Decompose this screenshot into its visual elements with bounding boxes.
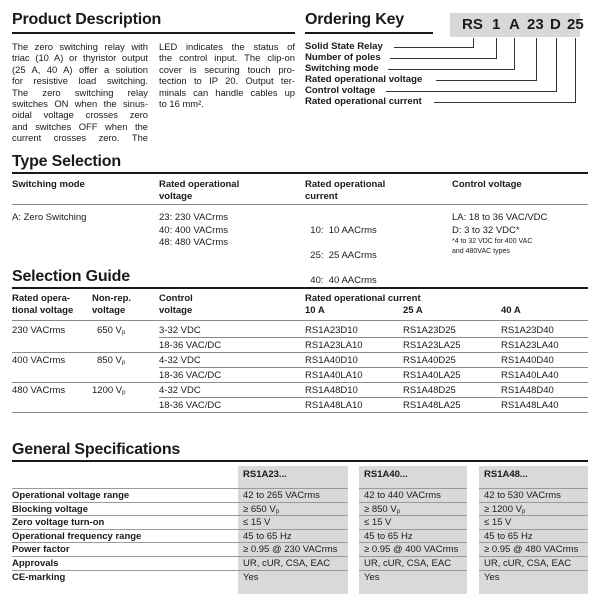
description-line: oidal voltage crosses zero <box>12 109 148 121</box>
code-part-control: D <box>550 16 561 33</box>
spec-value: 42 to 265 VACrms <box>243 490 320 501</box>
description-line: LED indicates the status of <box>159 41 295 52</box>
switching-mode-value: A: Zero Switching <box>12 212 87 223</box>
current-options: 10: 10 AACrms 25: 25 AACrms 40: 40 AACrms <box>310 224 377 286</box>
sg-cell-control: 3-32 VDC <box>159 325 201 336</box>
sg-cell-control: 4-32 VDC <box>159 355 201 366</box>
th-control: Control voltage <box>452 179 522 190</box>
sg-th-nonrep: Non-rep. voltage <box>92 293 132 316</box>
spec-label: Operational voltage range <box>12 490 130 501</box>
sg-nonrep-voltage: 850 $V_p$ <box>97 355 126 366</box>
description-line: tection to IP 20. Output ter- <box>159 75 295 87</box>
spec-value: 45 to 65 Hz <box>243 530 292 542</box>
sg-nonrep-voltage: 1200 $V_p$ <box>92 385 126 396</box>
product-description-title: Product Description <box>12 11 162 28</box>
sg-cell-a10: RS1A40LA10 <box>305 370 363 381</box>
spec-label: Zero voltage turn-on <box>12 517 105 529</box>
sg-cell-a40: RS1A48LA40 <box>501 400 559 411</box>
spec-value: Yes <box>243 571 259 583</box>
description-col-2 <box>159 41 295 109</box>
ordering-key-title: Ordering Key <box>305 11 404 28</box>
spec-row-divider <box>12 529 588 530</box>
sg-th-40a: 40 A <box>501 305 521 316</box>
sg-th-rated: Rated opera- tional voltage <box>12 293 74 316</box>
spec-row-divider <box>12 570 588 571</box>
description-line: to 16 mm². <box>159 98 204 110</box>
title-rule <box>12 32 295 34</box>
description-line: (25 A, 40 A) offer a solution <box>12 63 148 75</box>
sg-th-25a: 25 A <box>403 305 423 316</box>
spec-value: ≤ 15 V <box>484 517 512 529</box>
spec-value: ≥ 850 $V_p$ <box>364 503 401 515</box>
th-switching-mode: Switching mode <box>12 179 85 190</box>
sg-rated-voltage: 230 VACrms <box>12 325 66 336</box>
spec-column-gap <box>348 466 359 596</box>
code-part-current: 25 <box>567 16 584 33</box>
spec-value: UR, cUR, CSA, EAC <box>243 558 331 569</box>
key-label-ssr: Solid State Relay <box>305 41 383 52</box>
description-line: for resistive load switching. <box>12 75 148 87</box>
sg-cell-control: 18-36 VAC/DC <box>159 340 222 351</box>
key-label-current: Rated operational current <box>305 96 422 107</box>
general-specs-title: General Specifications <box>12 441 181 458</box>
code-part-poles: 1 <box>492 16 501 33</box>
spec-value: ≤ 15 V <box>243 517 271 529</box>
th-current: Rated operational current <box>305 179 386 202</box>
sg-cell-a25: RS1A23D25 <box>403 325 456 336</box>
spec-row-divider <box>12 515 588 516</box>
spec-value: ≥ 1200 $V_p$ <box>484 503 526 515</box>
spec-value: 45 to 65 Hz <box>364 530 413 542</box>
spec-value: UR, cUR, CSA, EAC <box>364 558 452 569</box>
spec-value: ≥ 0.95 @ 480 VACrms <box>484 544 579 556</box>
spec-label: Power factor <box>12 544 70 556</box>
description-line: triac (10 A) or thyristor output <box>12 52 148 64</box>
description-line: cover is securing touch pro- <box>159 63 295 75</box>
sg-row-divider <box>12 352 588 353</box>
key-label-control: Control voltage <box>305 85 376 96</box>
ordering-key-rule <box>305 32 433 34</box>
sg-row-divider <box>159 337 588 338</box>
spec-value: ≤ 15 V <box>364 517 392 529</box>
key-label-mode: Switching mode <box>305 63 379 74</box>
sg-row-divider <box>159 367 588 368</box>
sg-cell-control: 18-36 VAC/DC <box>159 370 222 381</box>
spec-value: UR, cUR, CSA, EAC <box>484 558 572 569</box>
description-line: and switches OFF when the <box>12 120 148 132</box>
spec-value: ≥ 0.95 @ 400 VACrms <box>364 544 459 556</box>
sg-cell-a10: RS1A48D10 <box>305 385 358 396</box>
sg-cell-a25: RS1A40LA25 <box>403 370 461 381</box>
general-specs-rule <box>12 460 588 462</box>
key-label-poles: Number of poles <box>305 52 381 63</box>
sg-cell-a25: RS1A48D25 <box>403 385 456 396</box>
voltage-options: 23: 230 VACrms 40: 400 VACrms 48: 480 VACrms <box>159 212 228 248</box>
key-label-voltage: Rated operational voltage <box>305 74 423 85</box>
sg-cell-a40: RS1A23D40 <box>501 325 554 336</box>
spec-value: 45 to 65 Hz <box>484 530 533 542</box>
control-footnote: *4 to 32 VDC for 400 VAC and 480VAC types <box>452 238 533 255</box>
sg-cell-a40: RS1A40LA40 <box>501 370 559 381</box>
spec-row-divider <box>12 488 588 489</box>
spec-row-divider <box>12 502 588 503</box>
spec-col-head-2: RS1A40... <box>364 469 408 480</box>
spec-value: Yes <box>484 571 500 583</box>
code-part-mode: A <box>509 16 520 33</box>
spec-value: Yes <box>364 571 380 583</box>
sg-rated-voltage: 480 VACrms <box>12 385 66 396</box>
spec-row-divider <box>12 556 588 557</box>
sg-cell-a10: RS1A40D10 <box>305 355 358 366</box>
spec-value: ≥ 0.95 @ 230 VACrms <box>243 544 338 556</box>
th-voltage: Rated operational voltage <box>159 179 240 202</box>
spec-col-head-1: RS1A23... <box>243 469 287 480</box>
sg-rated-voltage: 400 VACrms <box>12 355 66 366</box>
sg-cell-a10: RS1A23LA10 <box>305 340 363 351</box>
sg-cell-a25: RS1A48LA25 <box>403 400 461 411</box>
spec-label: Approvals <box>12 558 59 569</box>
description-col-1 <box>12 41 148 144</box>
type-selection-title: Type Selection <box>12 153 121 170</box>
sg-row-divider <box>159 397 588 398</box>
spec-label: Operational frequency range <box>12 530 142 542</box>
spec-col-head-3: RS1A48... <box>484 469 528 480</box>
description-line: current crosses zero. The <box>12 132 148 144</box>
type-selection-rule <box>12 172 588 174</box>
code-part-rs: RS <box>462 16 483 33</box>
description-line: switches ON when the sinus- <box>12 98 148 110</box>
sg-row-divider <box>12 382 588 383</box>
sg-cell-a40: RS1A40D40 <box>501 355 554 366</box>
sg-cell-a10: RS1A48LA10 <box>305 400 363 411</box>
control-options: LA: 18 to 36 VAC/VDC D: 3 to 32 VDC* <box>452 212 548 236</box>
description-line: The zero switching relay with <box>12 41 148 52</box>
sg-cell-a40: RS1A48D40 <box>501 385 554 396</box>
spec-value: ≥ 650 $V_p$ <box>243 503 280 515</box>
spec-value: 42 to 530 VACrms <box>484 490 561 501</box>
selection-guide-title: Selection Guide <box>12 268 130 285</box>
sg-th-10a: 10 A <box>305 305 325 316</box>
description-line: The zero switching relay <box>12 86 148 98</box>
sg-cell-a40: RS1A23LA40 <box>501 340 559 351</box>
spec-column-gap <box>467 466 479 596</box>
sg-cell-control: 18-36 VAC/DC <box>159 400 222 411</box>
spec-value: 42 to 440 VACrms <box>364 490 441 501</box>
sg-cell-a25: RS1A23LA25 <box>403 340 461 351</box>
sg-cell-a10: RS1A23D10 <box>305 325 358 336</box>
sg-nonrep-voltage: 650 $V_p$ <box>97 325 126 336</box>
code-part-voltage: 23 <box>527 16 544 33</box>
sg-th-current: Rated operational current <box>305 293 421 304</box>
spec-label: Blocking voltage <box>12 503 89 515</box>
sg-cell-control: 4-32 VDC <box>159 385 201 396</box>
sg-row-divider <box>12 412 588 413</box>
description-line: the control input. The clip-on <box>159 52 295 64</box>
selection-guide-rule <box>12 287 588 289</box>
spec-row-divider <box>12 542 588 543</box>
sg-cell-a25: RS1A40D25 <box>403 355 456 366</box>
sg-th-control: Control voltage <box>159 293 193 316</box>
spec-label: CE-marking <box>12 571 66 583</box>
description-line: minals can handle cables up <box>159 86 295 98</box>
